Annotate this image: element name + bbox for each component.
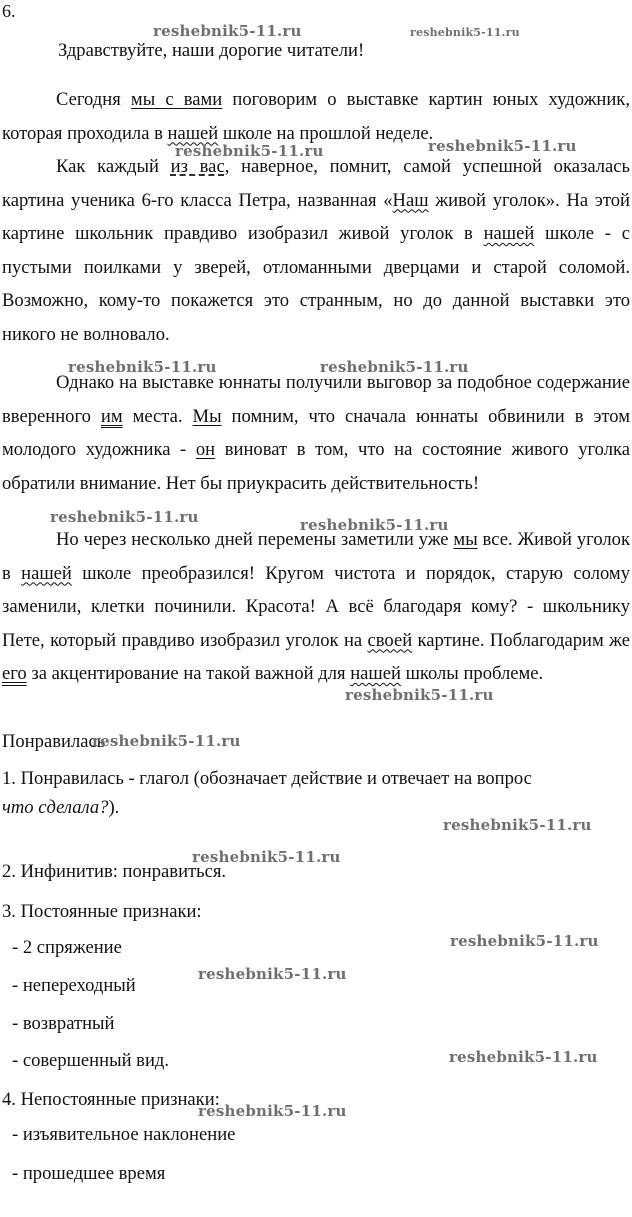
underlined-pronoun: из вас (170, 156, 225, 177)
watermark: reshebnik5-11.ru (320, 358, 469, 376)
constant-feature-1: - 2 спряжение (12, 937, 122, 958)
underlined-pronoun: он (195, 439, 216, 460)
watermark: reshebnik5-11.ru (198, 965, 347, 983)
paragraph-2: Как каждый из вас, наверное, помнит, самой успешной оказалась картина ученика 6-го класса Петра, названная «Наш живой уголок». На этой картине школьник правдиво изобразил живой уголок в нашей школе - с пустыми поилками у зверей, отломанными дверцами и старой соломой. Возможно, кому-то покажется это странным, но до данной выставки это никого не волновало. (2, 156, 631, 345)
watermark: reshebnik5-11.ru (175, 142, 324, 160)
underlined-pronoun: его (2, 663, 27, 684)
paragraph-4: Но через несколько дней перемены заметили уже мы все. Живой уголок в нашей школе преобразился! Кругом чистота и порядок, старую солому заменили, клетки починили. Красота! А всё благодаря кому? - школьнику Пете, который правдиво изобразил уголок на своей картине. Поблагодарим же его за акцентирование на такой важной для нашей школы проблеме. (2, 529, 630, 684)
constant-feature-3: - возвратный (12, 1013, 115, 1034)
watermark: reshebnik5-11.ru (345, 686, 494, 704)
variable-feature-1: - изъявительное наклонение (12, 1124, 236, 1145)
watermark: reshebnik5-11.ru (428, 137, 577, 155)
analysis-item-1: 1. Понравилась - глагол (обозначает действие и отвечает на вопрос (2, 768, 532, 789)
underlined-pronoun: Наш (392, 189, 429, 211)
underlined-pronoun: им (100, 405, 123, 427)
constant-feature-2: - непереходный (12, 975, 136, 996)
variable-feature-2: - прошедшее время (12, 1163, 166, 1184)
watermark: reshebnik5-11.ru (198, 1102, 347, 1120)
underlined-pronoun: нашей (21, 562, 72, 584)
paragraph-1: Сегодня мы с вами поговорим о выставке картин юных художник, которая проходила в нашей школе на прошлой неделе. (2, 89, 630, 144)
analysis-item-4: 4. Непостоянные признаки: (2, 1089, 220, 1110)
greeting: Здравствуйте, наши дорогие читатели! (58, 40, 365, 61)
watermark: reshebnik5-11.ru (92, 732, 241, 750)
watermark: reshebnik5-11.ru (50, 508, 199, 526)
paragraph-3: Однако на выставке юннаты получили выговор за подобное содержание вверенного им места. Мы помним, что сначала юннаты обвинили в этом молодого художника - он виноват в том, что на состояние живого уголка обратили внимание. Нет бы приукрасить действительность! (2, 372, 631, 494)
underlined-pronoun: своей (367, 629, 413, 651)
analysis-item-2: 2. Инфинитив: понравиться. (2, 861, 227, 882)
analysis-word: Понравилась (2, 731, 106, 752)
watermark: reshebnik5-11.ru (68, 358, 217, 376)
underlined-pronoun: нашей (350, 663, 401, 684)
underlined-pronoun: мы (453, 529, 478, 550)
watermark: reshebnik5-11.ru (153, 22, 302, 40)
analysis-item-1-question: что сделала?). (2, 797, 120, 818)
constant-feature-4: - совершенный вид. (12, 1050, 170, 1071)
watermark: reshebnik5-11.ru (300, 516, 449, 534)
watermark: reshebnik5-11.ru (410, 26, 520, 39)
watermark: reshebnik5-11.ru (192, 848, 341, 866)
analysis-item-3: 3. Постоянные признаки: (2, 901, 202, 922)
underlined-pronoun: нашей (483, 223, 535, 244)
task-number: 6. (2, 1, 16, 21)
watermark: reshebnik5-11.ru (450, 932, 599, 950)
underlined-pronoun: нашей (167, 122, 219, 144)
underlined-pronoun: Мы (192, 405, 222, 427)
underlined-pronoun: мы с вами (130, 89, 223, 110)
watermark: reshebnik5-11.ru (443, 816, 592, 834)
watermark: reshebnik5-11.ru (449, 1048, 598, 1066)
